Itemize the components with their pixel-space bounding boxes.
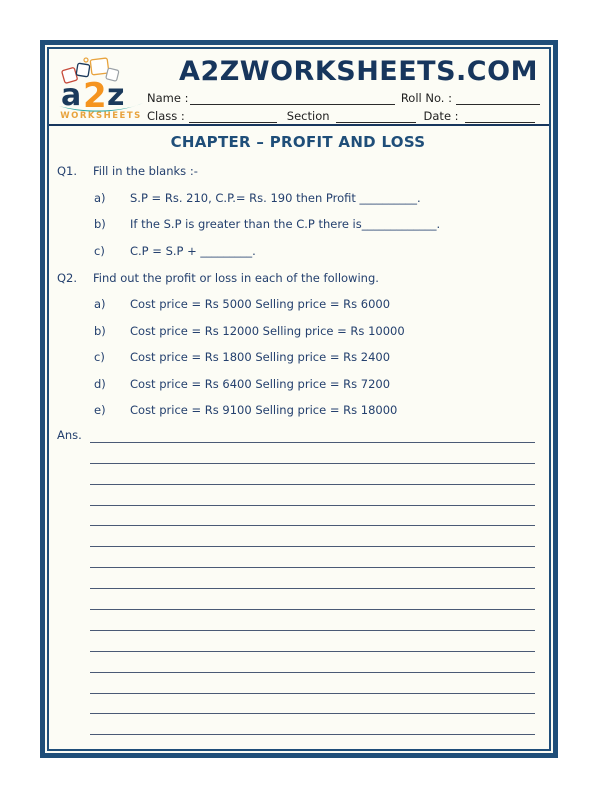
answer-line[interactable] [90,547,535,568]
question-number: Q2. [57,270,78,285]
item-text: Cost price = Rs 9100 Selling price = Rs 18000 [130,403,398,417]
item-letter: a) [94,190,106,205]
item-letter: e) [94,403,106,417]
item-letter: d) [94,376,106,391]
item-text: If the S.P is greater than the C.P there is_____________. [130,217,441,231]
logo-subtitle: WORKSHEETS [60,111,142,121]
worksheet-content [49,126,549,751]
answer-line[interactable] [90,735,535,751]
item-text: Cost price = Rs 1800 Selling price = Rs 2400 [130,350,391,364]
name-roll-row [147,90,540,105]
site-title: A2ZWORKSHEETS.COM [179,56,538,87]
answer-line[interactable] [90,714,535,735]
answer-line[interactable] [90,589,535,610]
answer-section [57,422,539,751]
a2z-logo [55,57,147,121]
question-1 [57,151,539,258]
question-number: Q1. [57,164,78,178]
item-text: S.P = Rs. 210, C.P.= Rs. 190 then Profit __________. [130,190,421,205]
a2z-logo-icon [55,57,147,121]
item-letter: b) [94,323,106,338]
item-letter: a) [94,297,106,311]
svg-text:z: z [107,78,125,113]
question-1-header [57,164,539,178]
question-1-item-c [57,244,539,258]
page-frame [40,40,558,758]
question-2-item-d [57,377,539,391]
item-letter: c) [94,350,105,364]
header-fields [147,57,540,123]
answer-label: Ans. [57,428,82,442]
question-2-item-c [57,350,539,364]
svg-text:2: 2 [83,76,107,116]
roll-input-line[interactable] [456,93,540,105]
answer-line[interactable] [90,568,535,589]
date-input-line[interactable] [465,111,535,123]
answer-line[interactable] [90,694,535,715]
question-2-header [57,271,539,285]
answer-line[interactable] [90,526,535,547]
answer-line[interactable] [90,673,535,694]
item-letter: c) [94,243,105,258]
question-2 [57,258,539,418]
question-2-item-b [57,324,539,338]
item-text: C.P = S.P + _________. [130,243,256,258]
item-text: Cost price = Rs 6400 Selling price = Rs 7200 [130,376,391,391]
class-input-line[interactable] [189,111,277,123]
answer-line[interactable] [90,485,535,506]
question-1-item-a [57,191,539,205]
answer-line[interactable] [90,422,535,443]
answer-line[interactable] [90,443,535,464]
name-label: Name : [147,91,189,105]
section-label: Section [286,109,330,123]
answer-line[interactable] [90,506,535,527]
svg-text:a: a [61,78,82,113]
answer-lines [90,422,535,751]
worksheet-header [49,49,549,126]
item-text: Cost price = Rs 12000 Selling price = Rs 10000 [130,323,405,338]
name-input-line[interactable] [190,93,394,105]
question-2-item-a [57,297,539,311]
item-text: Cost price = Rs 5000 Selling price = Rs 6000 [130,297,391,311]
class-label: Class : [147,109,185,123]
item-letter: b) [94,217,106,231]
answer-line[interactable] [90,464,535,485]
question-text: Fill in the blanks :- [93,164,198,178]
page-frame-inner [47,47,551,751]
question-2-item-e [57,403,539,417]
question-text: Find out the profit or loss in each of the following. [93,270,379,285]
chapter-title: CHAPTER – PROFIT AND LOSS [170,133,426,151]
question-1-item-b [57,217,539,231]
answer-line[interactable] [90,631,535,652]
date-label: Date : [423,109,459,123]
class-section-date-row [147,108,540,123]
answer-line[interactable] [90,652,535,673]
roll-label: Roll No. : [400,91,452,105]
section-input-line[interactable] [336,111,416,123]
answer-line[interactable] [90,610,535,631]
